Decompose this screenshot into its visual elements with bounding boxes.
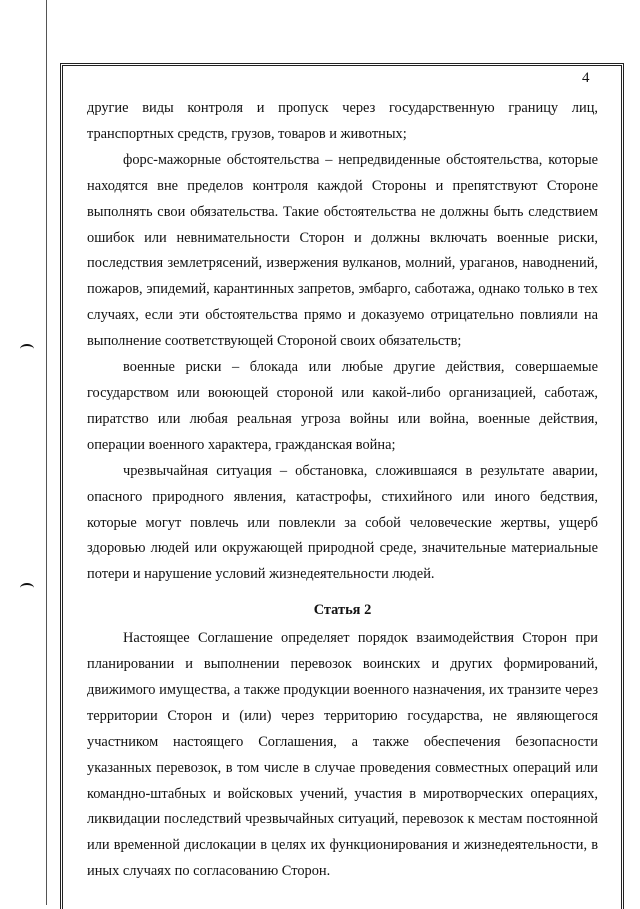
article-heading: Статья 2: [313, 602, 372, 619]
punch-hole-mark: [20, 344, 34, 354]
document-body: [87, 96, 598, 885]
paragraph-emergency: чрезвычайная ситуация – обстановка, сложившаяся в результате аварии, опасного природного явления, катастрофы, стихийного или иного бедствия, которые могут повлечь или повлекли за собой человеческие жертвы, ущерб здоровью людей или окружающей природной среде, значительные материальные потери и нарушение условий жизнедеятельности людей.: [87, 462, 598, 583]
punch-hole-mark: [20, 583, 34, 593]
page-number: 4: [582, 70, 590, 86]
paragraph-border-control: другие виды контроля и пропуск через государственную границу лиц, транспортных средств, грузов, товаров и животных;: [87, 100, 598, 142]
paragraph-force-majeure: форс-мажорные обстоятельства – непредвиденные обстоятельства, которые находятся вне пределов контроля каждой Стороны и препятствуют Стороне выполнять свои обязательства. Такие обстоятельства не должны быть следствием ошибок или невнимательности Сторон и должны включать военные риски, последствия землетрясений, извержения вулканов, молний, ураганов, наводнений, пожаров, эпидемий, карантинных запретов, эмбарго, саботажа, однако только в тех случаях, если эти обстоятельства прямо и доказуемо отрицательно повлияли на выполнение соответствующей Стороной своих обязательств;: [87, 151, 598, 350]
paragraph-military-risks: военные риски – блокада или любые другие действия, совершаемые государством или воюющей стороной или какой-либо организацией, саботаж, пиратство или любая реальная угроза войны или война, военные действия, операции военного характера, гражданская война;: [87, 359, 598, 453]
article-2-text: Настоящее Соглашение определяет порядок взаимодействия Сторон при планировании и выполнении перевозок воинских и других формирований, движимого имущества, а также продукции военного назначения, их транзите через территории Сторон и (или) через территорию государства, не являющегося участником настоящего Соглашения, а также обеспечения безопасности указанных перевозок, в том числе в случае проведения совместных операций или командно-штабных и войсковых учений, участия в миротворческих операциях, ликвидации последствий чрезвычайных ситуаций, перевозок к местам постоянной или временной дислокации в целях их функционирования и жизнедеятельности, в иных случаях по согласованию Сторон.: [87, 630, 598, 880]
binding-line: [46, 0, 47, 905]
